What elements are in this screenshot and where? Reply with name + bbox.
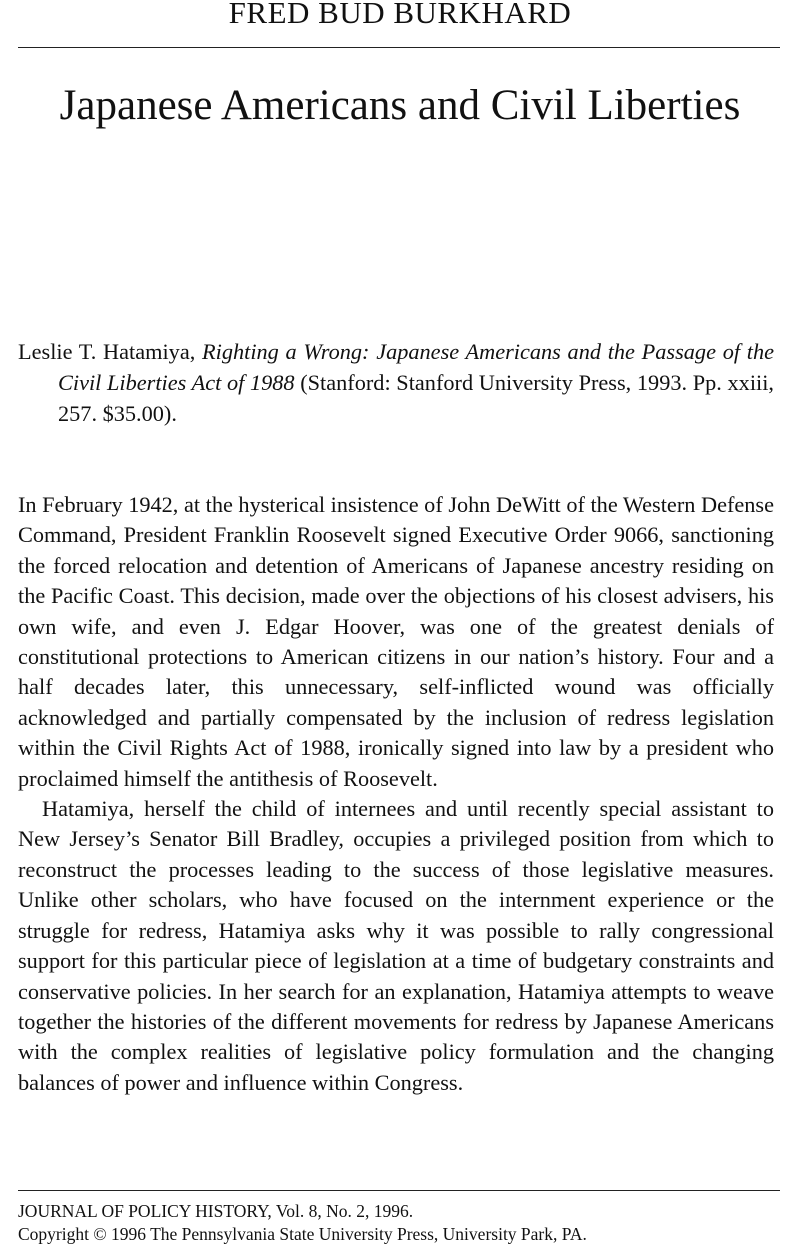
citation-publication: (Stanford: Stanford University Press, 1993. Pp. xxiii, 257. $35.00).: [58, 370, 774, 426]
article-author: FRED BUD BURKHARD: [228, 0, 572, 30]
body-paragraph-2: Hatamiya, herself the child of internees and until recently special assistant to New Jersey’s Senator Bill Bradley, occupies a privileged position from which to reconstruct the processes leading to the success of those legislative measures. Unlike other scholars, who have focused on the internment experience or the struggle for redress, Hatamiya asks why it was possible to rally congressional support for this particular piece of legislation at a time of budgetary constraints and conservative policies. In her search for an explanation, Hatamiya attempts to weave together the histories of the different movements for redress by Japanese Americans with the complex realities of legislative policy formulation and the changing balances of power and influence within Congress.: [18, 796, 774, 1095]
review-body: [18, 490, 774, 1098]
footer-divider: [18, 1190, 780, 1191]
body-paragraph-1: In February 1942, at the hysterical insistence of John DeWitt of the Western Defense Command, President Franklin Roosevelt signed Executive Order 9066, sanctioning the forced relocation and detention of Americans of Japanese ancestry residing on the Pacific Coast. This decision, made over the objections of his closest advisers, his own wife, and even J. Edgar Hoover, was one of the greatest denials of constitutional protections to American citizens in our nation’s history. Four and a half decades later, this unnecessary, self-inflicted wound was officially acknowledged and partially compensated by the inclusion of redress legislation within the Civil Rights Act of 1988, ironically signed into law by a president who proclaimed himself the antithesis of Roosevelt.: [18, 492, 775, 791]
journal-footer: [18, 1200, 778, 1246]
copyright-notice: Copyright © 1996 The Pennsylvania State University Press, University Park, PA.: [18, 1224, 587, 1244]
book-citation: [18, 336, 774, 429]
header-divider: [18, 47, 780, 48]
journal-info: JOURNAL OF POLICY HISTORY, Vol. 8, No. 2, 1996.: [18, 1201, 414, 1221]
citation-book-title: Righting a Wrong: Japanese Americans and the Passage of the Civil Liberties Act of 1988: [58, 339, 774, 395]
article-title: Japanese Americans and Civil Liberties: [59, 82, 741, 129]
citation-author: Leslie T. Hatamiya,: [18, 339, 196, 364]
